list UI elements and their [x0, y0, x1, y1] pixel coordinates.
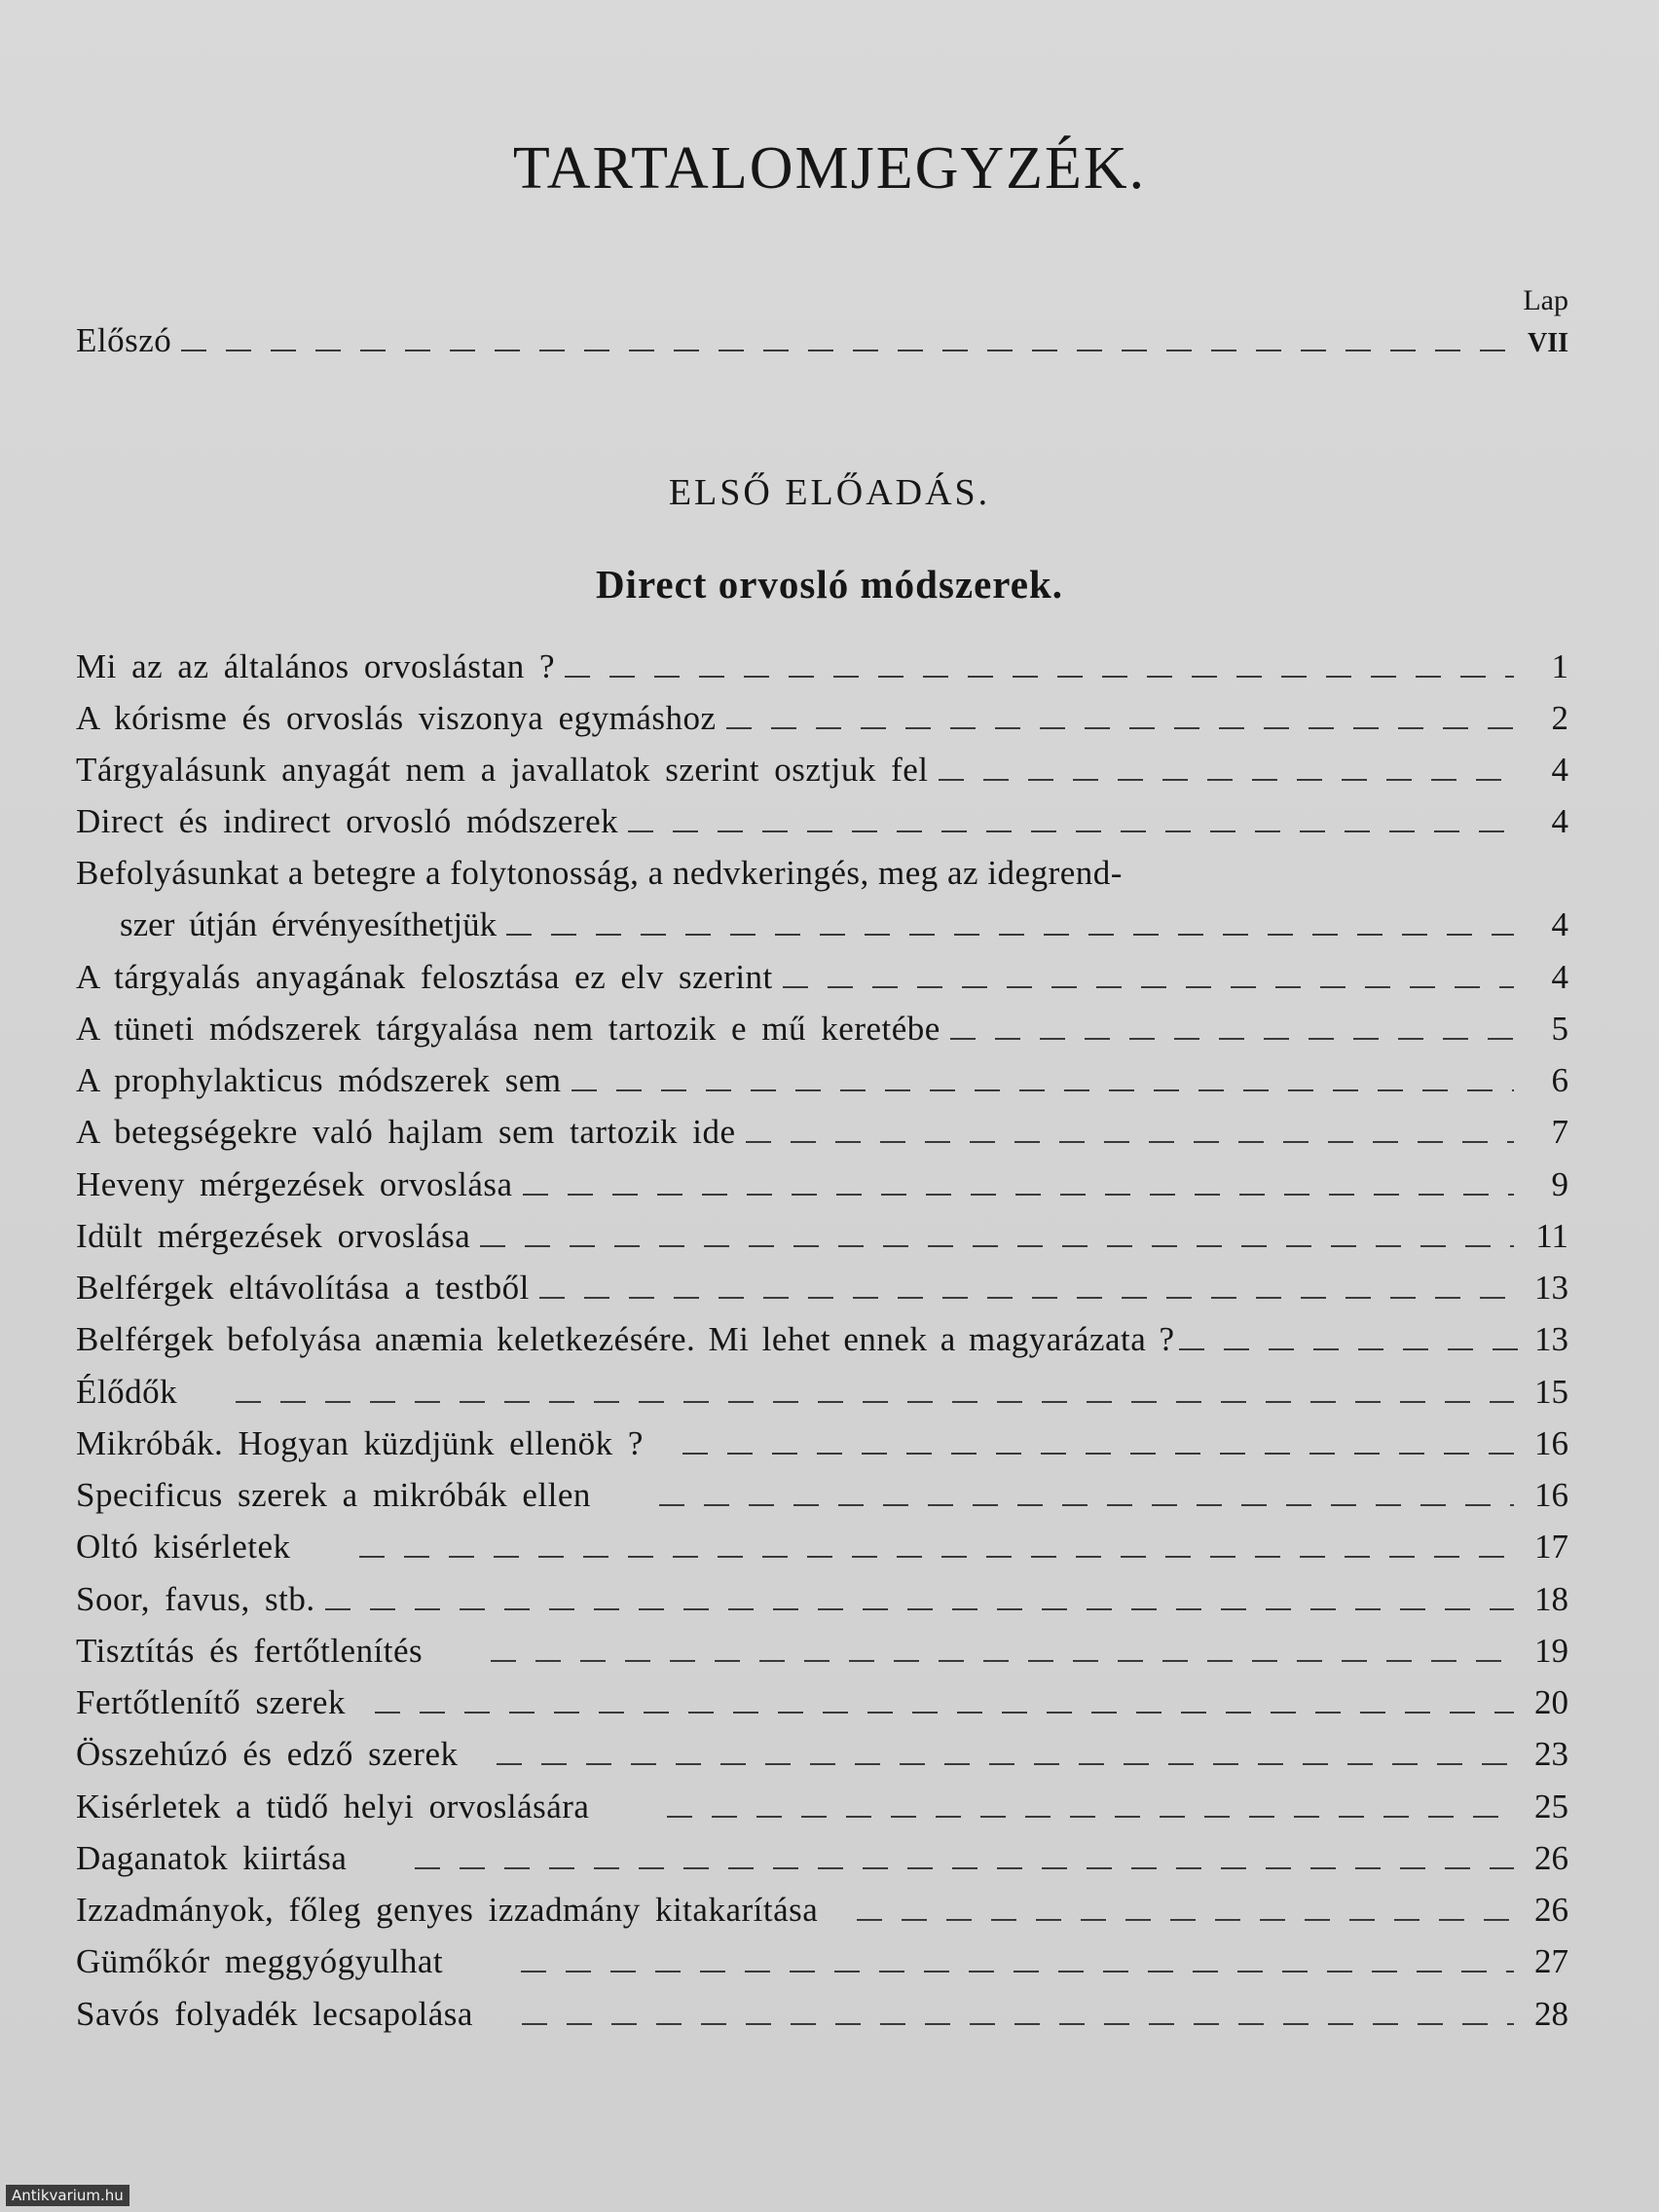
leader-dots — [565, 670, 1514, 678]
toc-entry-page: 20 — [1534, 1683, 1568, 1721]
toc-entry-title-line2 — [76, 905, 1568, 944]
toc-entry-title: Élődők — [76, 1373, 178, 1411]
toc-entry-title: Tisztítás és fertőtlenítés — [76, 1632, 424, 1670]
toc-entry-page: 15 — [1534, 1373, 1568, 1411]
toc-entry-title: Belférgek befolyása anæmia keletkezésére. Mi lehet ennek a magyarázata ? — [76, 1320, 1175, 1358]
toc-entry-title: Savós folyadék lecsapolása — [76, 1995, 473, 2033]
leader-dots — [497, 1757, 1514, 1765]
toc-entry — [76, 1580, 1568, 1623]
toc-entry-title: Gümőkór meggyógyulhat — [76, 1942, 444, 1980]
toc-entry-page: 17 — [1534, 1528, 1568, 1566]
leader-dots — [522, 2017, 1514, 2025]
toc-entry-page: 4 — [1551, 751, 1568, 789]
leader-dots — [571, 1084, 1514, 1091]
leader-dots — [415, 1862, 1514, 1869]
toc-entry-title: Kisérletek a tüdő helyi orvoslására — [76, 1788, 590, 1825]
toc-entry-title: Oltó kisérletek — [76, 1528, 291, 1566]
leader-dots — [1179, 1343, 1522, 1350]
toc-entry — [76, 802, 1568, 845]
toc-entry — [76, 1476, 1568, 1519]
page-column-label: Lap — [1523, 284, 1568, 316]
toc-entry — [76, 1424, 1568, 1467]
toc-entry-title: Izzadmányok, főleg genyes izzadmány kitakarítása — [76, 1891, 819, 1929]
toc-entry — [76, 647, 1568, 690]
toc-entry-title: Mi az az általános orvoslástan ? — [76, 647, 556, 685]
toc-entry-page: 23 — [1534, 1735, 1568, 1773]
toc-entry — [76, 1373, 1568, 1416]
toc-entry-title: Specificus szerek a mikróbák ellen — [76, 1476, 591, 1514]
toc-entry-page: 9 — [1551, 1165, 1568, 1203]
leader-dots — [480, 1239, 1514, 1247]
toc-entry — [76, 1683, 1568, 1726]
toc-entry-title: Soor, favus, stb. — [76, 1580, 315, 1618]
toc-entry-multiline — [76, 854, 1568, 944]
leader-dots — [506, 928, 1514, 936]
toc-entry — [76, 1061, 1568, 1104]
toc-entry-page: 11 — [1535, 1217, 1568, 1255]
toc-entry-title: A betegségekre való hajlam sem tartozik ide — [76, 1113, 736, 1151]
leader-dots — [628, 825, 1514, 832]
toc-entry-page: 13 — [1534, 1320, 1568, 1358]
toc-entry-title: A tüneti módszerek tárgyalása nem tartozik e mű keretébe — [76, 1010, 940, 1048]
toc-entry-page: 16 — [1534, 1424, 1568, 1462]
leader-dots — [523, 1188, 1514, 1196]
leader-dots — [950, 1032, 1514, 1040]
toc-entry — [76, 1113, 1568, 1156]
leader-dots — [746, 1135, 1514, 1143]
toc-entry-page: 28 — [1534, 1995, 1568, 2033]
toc-entry — [76, 1165, 1568, 1208]
toc-entry-title: Előszó — [76, 321, 172, 359]
toc-entry — [76, 1995, 1568, 2038]
leader-dots — [857, 1913, 1514, 1921]
toc-entry-title: Direct és indirect orvosló módszerek — [76, 802, 619, 840]
leader-dots — [659, 1498, 1514, 1506]
toc-entry — [76, 1891, 1568, 1934]
toc-entry-title: A tárgyalás anyagának felosztása ez elv szerint — [76, 958, 773, 996]
page-title: TARTALOMJEGYZÉK. — [512, 135, 1147, 202]
leader-dots — [521, 1965, 1514, 1972]
toc-entry-title: Összehúzó és edző szerek — [76, 1735, 459, 1773]
toc-entry-page: 27 — [1534, 1942, 1568, 1980]
toc-entry-title: Heveny mérgezések orvoslása — [76, 1165, 513, 1203]
toc-entry-page: 1 — [1551, 647, 1568, 685]
leader-dots — [682, 1447, 1514, 1455]
leader-dots — [939, 773, 1514, 781]
toc-entry — [76, 1632, 1568, 1675]
toc-entry-title: Belférgek eltávolítása a testből — [76, 1269, 530, 1307]
section-subtitle: Direct orvosló módszerek. — [595, 562, 1064, 607]
toc-entry — [76, 699, 1568, 742]
lecture-heading: ELSŐ ELŐADÁS. — [668, 472, 991, 513]
leader-dots — [375, 1706, 1514, 1714]
toc-entry-page: 13 — [1534, 1269, 1568, 1307]
toc-entry-page: 7 — [1551, 1113, 1568, 1151]
toc-entry-title-text: Befolyásunkat a betegre a folytonosság, a nedvkeringés, meg az idegrend- — [76, 854, 1123, 892]
toc-entry-page: VII — [1527, 328, 1568, 358]
watermark: Antikvarium.hu — [6, 2185, 129, 2206]
toc-entry — [76, 751, 1568, 793]
leader-dots — [667, 1810, 1514, 1818]
toc-entry-page: 6 — [1551, 1061, 1568, 1099]
toc-entry — [76, 1010, 1568, 1052]
toc-entry-page: 4 — [1551, 802, 1568, 840]
toc-entry-page: 5 — [1551, 1010, 1568, 1048]
toc-entry-title: Mikróbák. Hogyan küzdjünk ellenök ? — [76, 1424, 644, 1462]
toc-entry — [76, 1942, 1568, 1985]
leader-dots — [491, 1654, 1514, 1662]
toc-entry — [76, 1320, 1568, 1363]
leader-dots — [236, 1395, 1514, 1403]
toc-entry-title: A prophylakticus módszerek sem — [76, 1061, 562, 1099]
toc-entry-title: Tárgyalásunk anyagát nem a javallatok szerint osztjuk fel — [76, 751, 929, 789]
toc-entry-page: 19 — [1534, 1632, 1568, 1670]
toc-entry-title-text: szer útján érvényesíthetjük — [120, 905, 498, 943]
leader-dots — [726, 721, 1514, 729]
toc-entry-title-line1 — [76, 854, 1568, 905]
leader-dots — [359, 1550, 1514, 1558]
toc-entry-page: 18 — [1534, 1580, 1568, 1618]
toc-entry-page: 25 — [1534, 1788, 1568, 1825]
leader-dots — [539, 1291, 1514, 1299]
toc-entry — [76, 1269, 1568, 1311]
toc-entry — [76, 958, 1568, 1001]
leader-dots — [783, 980, 1514, 988]
toc-entry-preface — [76, 321, 1568, 364]
toc-entry-page: 2 — [1551, 699, 1568, 737]
leader-dots — [325, 1603, 1514, 1610]
toc-entry-title: A kórisme és orvoslás viszonya egymáshoz — [76, 699, 717, 737]
toc-entry — [76, 1217, 1568, 1260]
toc-entry — [76, 1735, 1568, 1778]
toc-entry-page: 4 — [1551, 958, 1568, 996]
leader-dots — [181, 344, 1514, 351]
toc-entry-page: 26 — [1534, 1891, 1568, 1929]
toc-entry-page: 16 — [1534, 1476, 1568, 1514]
toc-entry-title: Fertőtlenítő szerek — [76, 1683, 346, 1721]
toc-entry-page: 4 — [1551, 905, 1568, 943]
toc-entry-title: Idült mérgezések orvoslása — [76, 1217, 471, 1255]
toc-entry — [76, 1788, 1568, 1830]
toc-entry-page: 26 — [1534, 1839, 1568, 1877]
toc-entry-title: Daganatok kiirtása — [76, 1839, 348, 1877]
toc-entry — [76, 1839, 1568, 1882]
toc-entry — [76, 1528, 1568, 1570]
